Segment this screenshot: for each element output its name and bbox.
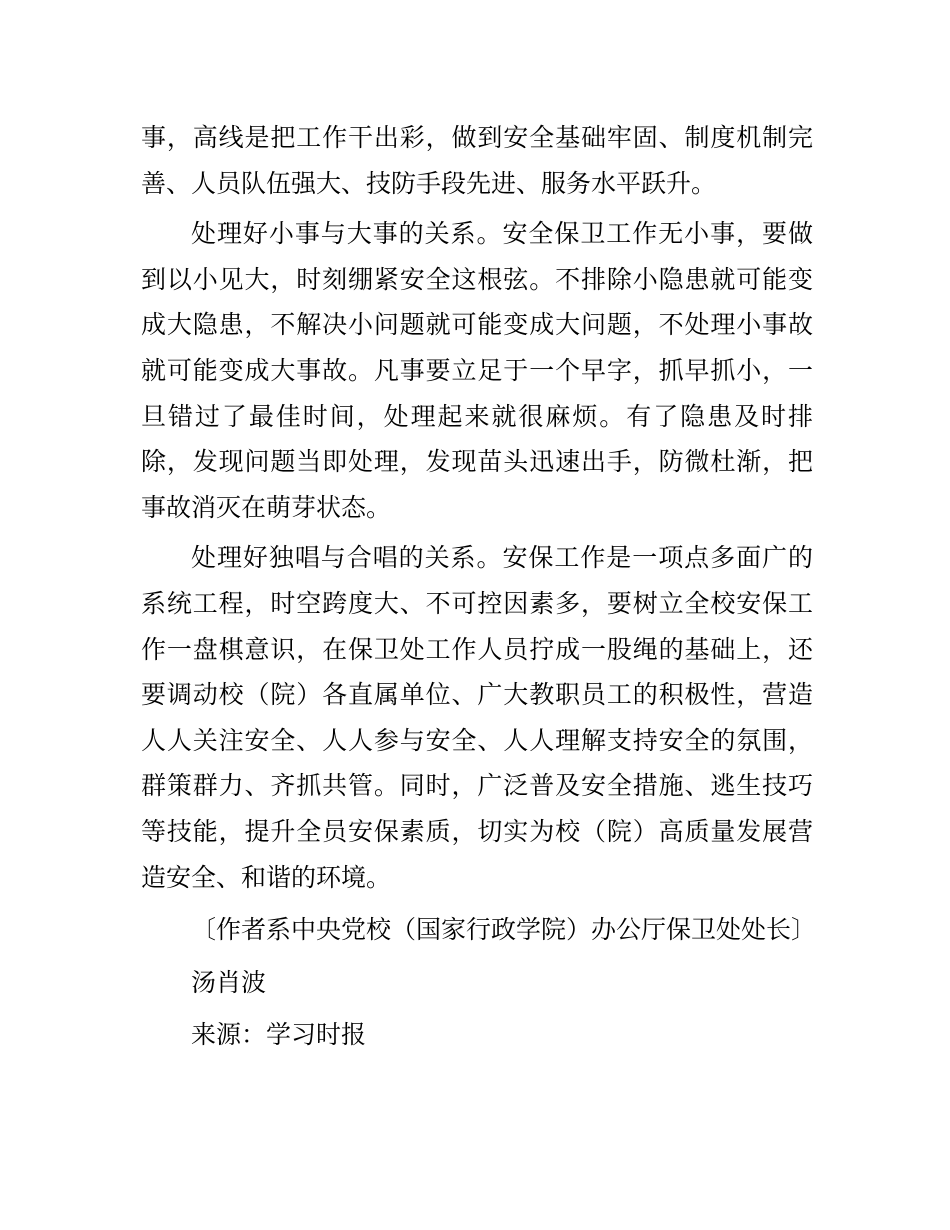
author-name: 汤肖波 <box>191 967 267 997</box>
article-body <box>141 115 817 1058</box>
paragraph-solo-and-chorus: 处理好独唱与合唱的关系。安保工作是一项点多面广的系统工程，时空跨度大、不可控因素多，要树立全校安保工作一盘棋意识，在保卫处工作人员拧成一股绳的基础上，还要调动校（院）各直属单位、广大教职员工的积极性，营造人人关注安全、人人参与安全、人人理解支持安全的氛围，群策群力、齐抓共管。同时，广泛普及安全措施、逃生技巧等技能，提升全员安保素质，切实为校（院）高质量发展营造安全、和谐的环境。 <box>141 543 813 892</box>
paragraph-continuation: 事，高线是把工作干出彩，做到安全基础牢固、制度机制完善、人员队伍强大、技防手段先进、服务水平跃升。 <box>141 123 813 198</box>
paragraph-small-and-big-matters: 处理好小事与大事的关系。安全保卫工作无小事，要做到以小见大，时刻绷紧安全这根弦。不排除小隐患就可能变成大隐患，不解决小问题就可能变成大问题，不处理小事故就可能变成大事故。凡事要立足于一个早字，抓早抓小，一旦错过了最佳时间，处理起来就很麻烦。有了隐患及时排除，发现问题当即处理，发现苗头迅速出手，防微杜渐，把事故消灭在萌芽状态。 <box>141 219 813 522</box>
source-line: 来源：学习时报 <box>191 1020 367 1050</box>
author-note: 〔作者系中央党校（国家行政学院）办公厅保卫处处长〕 <box>191 915 817 945</box>
